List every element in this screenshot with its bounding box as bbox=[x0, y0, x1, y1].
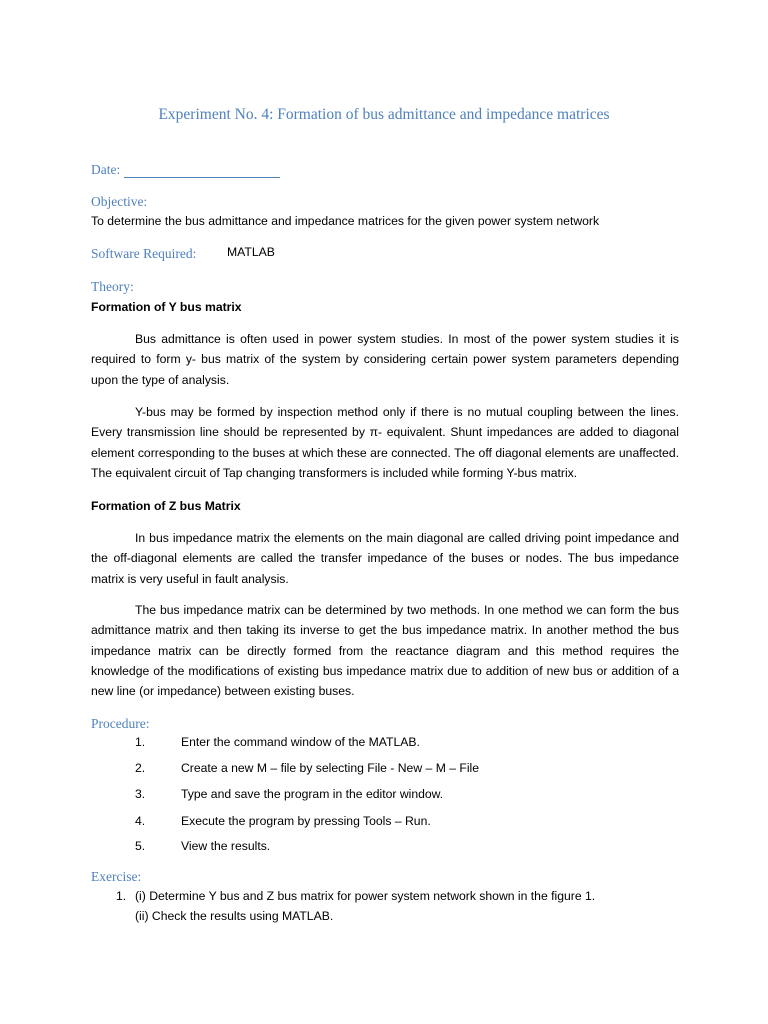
objective-text: To determine the bus admittance and impedance matrices for the given power system network bbox=[91, 214, 600, 228]
zbus-paragraph-1: In bus impedance matrix the elements on the main diagonal are called driving point impedance and the off-diagonal elements are called the transfer impedance of the buses or nodes. The bus impedance matrix is very useful in fault analysis. bbox=[91, 531, 679, 586]
date-field bbox=[91, 162, 280, 178]
step-text: Create a new M – file by selecting File - New – M – File bbox=[181, 761, 480, 775]
step-number: 2. bbox=[135, 761, 146, 775]
procedure-heading: Procedure: bbox=[91, 716, 150, 731]
step-text: Enter the command window of the MATLAB. bbox=[181, 735, 420, 749]
procedure-step bbox=[0, 814, 560, 834]
procedure-step bbox=[0, 761, 560, 781]
step-text: View the results. bbox=[181, 839, 271, 853]
procedure-step bbox=[0, 735, 560, 755]
page-title: Experiment No. 4: Formation of bus admittance and impedance matrices bbox=[158, 106, 610, 123]
procedure-step bbox=[0, 839, 560, 859]
procedure-step bbox=[0, 787, 560, 807]
step-number: 1. bbox=[135, 735, 146, 749]
step-number: 4. bbox=[135, 814, 146, 828]
theory-heading: Theory: bbox=[91, 279, 134, 294]
step-text: Type and save the program in the editor window. bbox=[181, 787, 444, 801]
step-number: 3. bbox=[135, 787, 146, 801]
exercise-heading: Exercise: bbox=[91, 869, 142, 884]
ybus-heading: Formation of Y bus matrix bbox=[91, 300, 242, 314]
objective-heading: Objective: bbox=[91, 194, 148, 209]
ybus-paragraph-2: Y-bus may be formed by inspection method only if there is no mutual coupling between the lines. Every transmission line should be represented by π- equivalent. Shunt impedances are added to diagonal element corresponding to the buses at which these are connected. The off diagonal elements are unaffected. The equivalent circuit of Tap changing transformers is included while forming Y-bus matrix. bbox=[91, 405, 679, 480]
ybus-paragraph-1: Bus admittance is often used in power system studies. In most of the power system studies it is required to form y- bus matrix of the system by considering certain power system parameters depending upon the type of analysis. bbox=[91, 332, 679, 387]
step-number: 5. bbox=[135, 839, 146, 853]
software-value: MATLAB bbox=[227, 245, 275, 259]
exercise-number: 1. bbox=[116, 889, 127, 903]
date-blank-line bbox=[124, 163, 280, 178]
exercise-line-2: (ii) Check the results using MATLAB. bbox=[135, 909, 334, 923]
software-heading: Software Required: bbox=[91, 246, 197, 261]
zbus-heading: Formation of Z bus Matrix bbox=[91, 499, 241, 513]
zbus-paragraph-2: The bus impedance matrix can be determined by two methods. In one method we can form the bus admittance matrix and then taking its inverse to get the bus impedance matrix. In another method the bus impedance matrix can be directly formed from the reactance diagram and this method requires the knowledge of the modifications of existing bus impedance matrix due to addition of new bus or addition of a new line (or impedance) between existing buses. bbox=[91, 603, 679, 699]
exercise-line-1: (i) Determine Y bus and Z bus matrix for power system network shown in the figure 1. bbox=[135, 889, 596, 903]
step-text: Execute the program by pressing Tools – Run. bbox=[181, 814, 431, 828]
date-label: Date: bbox=[91, 162, 121, 177]
